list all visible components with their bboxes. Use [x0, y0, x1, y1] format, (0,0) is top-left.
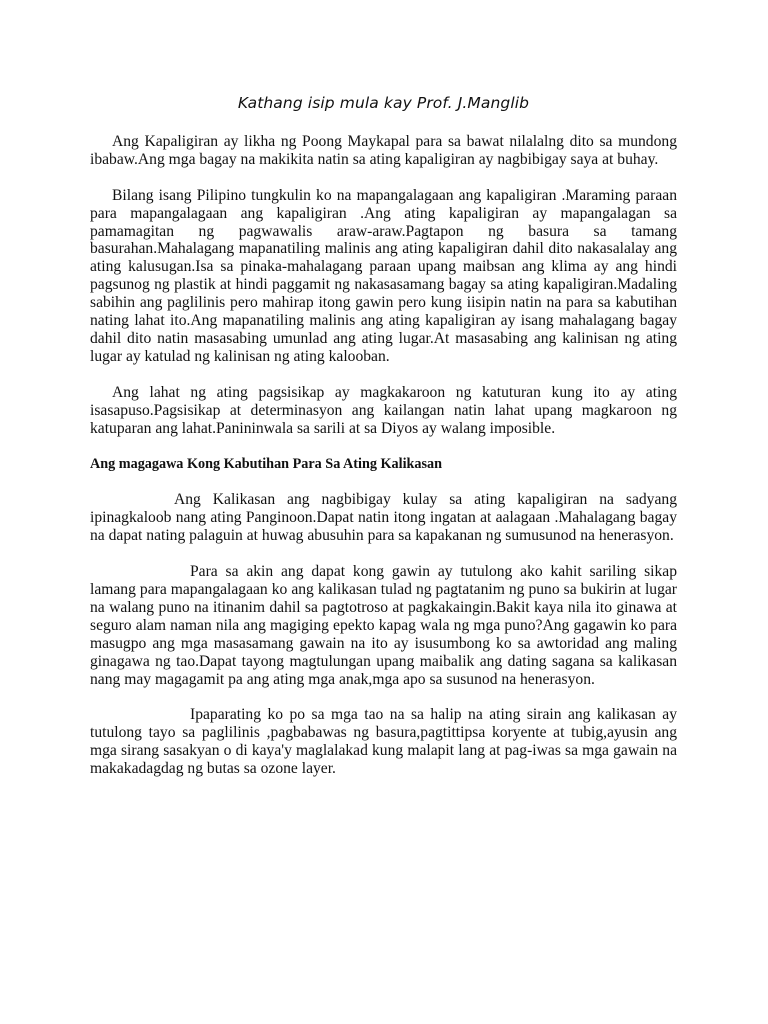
section-heading: Ang magagawa Kong Kabutihan Para Sa Ating Kalikasan — [90, 455, 442, 472]
paragraph-kapaligiran-intro: Ang Kapaligiran ay likha ng Poong Maykapal para sa bawat nilalalng dito sa mundong ibabaw.Ang mga bagay na makikita natin sa ating kapaligiran ay nagbibigay saya at buhay. — [90, 132, 677, 168]
paragraph-kalikasan-kulay: Ang Kalikasan ang nagbibigay kulay sa ating kapaligiran na sadyang ipinagkaloob nang ating Panginoon.Dapat natin itong ingatan at aalagaan .Mahalagang bagay na dapat nating palaguin at huwag abusuhin para sa kapakanan ng sumusunod na henerasyon. — [90, 491, 677, 545]
paragraph-pagsisikap: Ang lahat ng ating pagsisikap ay magkakaroon ng katuturan kung ito ay ating isasapuso.Pagsisikap at determinasyon ang kailangan natin lahat upang magkaroon ng katuparan ang lahat.Panininwala sa sarili at sa Diyos ay walang imposible. — [90, 383, 677, 437]
paragraph-ipaparating: Ipaparating ko po sa mga tao na sa halip na ating sirain ang kalikasan ay tutulong tayo sa paglilinis ,pagbabawas ng basura,pagtittipsa koryente at tubig,ayusin ang mga sirang sasakyan o di kaya'y maglalakad kung malapit lang at pag-iwas sa mga gawain na makakadagdag ng butas sa ozone layer. — [90, 706, 677, 778]
paragraph-para-sa-akin: Para sa akin ang dapat kong gawin ay tutulong ako kahit sariling sikap lamang para mapangalagaan ko ang kalikasan tulad ng pagtatanim ng puno sa bukirin at lugar na walang puno na itinanim dahil sa pagtotroso at pagkakaingin.Bakit kaya nila ito ginawa at seguro alam naman nila ang magiging epekto kapag wala ng mga puno?Ang gagawin ko para masugpo ang mga masasamang gawain na ito ay isusumbong ko sa awtoridad ang maling ginagawa ng tao.Dapat tayong magtulungan upang maibalik ang dating sagana sa kalikasan nang may magagamit pa ang ating mga anak,mga apo sa susunod na henerasyon. — [90, 563, 677, 688]
document-title: Kathang isip mula kay Prof. J.Manglib — [237, 94, 530, 112]
paragraph-pilipino-tungkulin: Bilang isang Pilipino tungkulin ko na mapangalagaan ang kapaligiran .Maraming paraan para mapangalagaan ang kapaligiran .Ang ating kapaligiran ay mapangalagan sa pamamagitan ng pagwawalis araw-araw.Pagtapon ng basura sa tamang basurahan.Mahalagang mapanatiling malinis ang ating kapaligiran dahil dito nakasalalay ang ating kalusugan.Isa sa pinaka-mahalagang paraan upang maibsan ang klima ay ang hindi pagsunog ng plastik at hindi paggamit ng nakasasamang bagay sa ating kapaligiran.Madaling sabihin ang paglilinis pero mahirap itong gawin pero kung iisipin natin na para sa kabutihan nating lahat ito.Ang mapanatiling malinis ang ating kapaligiran ay isang mahalagang bagay dahil dito natin masasabing umunlad ang ating lugar.At masasabing ang kalinisan ng ating lugar ay katulad ng kalinisan ng ating kalooban. — [90, 186, 677, 365]
document-page — [90, 95, 677, 796]
